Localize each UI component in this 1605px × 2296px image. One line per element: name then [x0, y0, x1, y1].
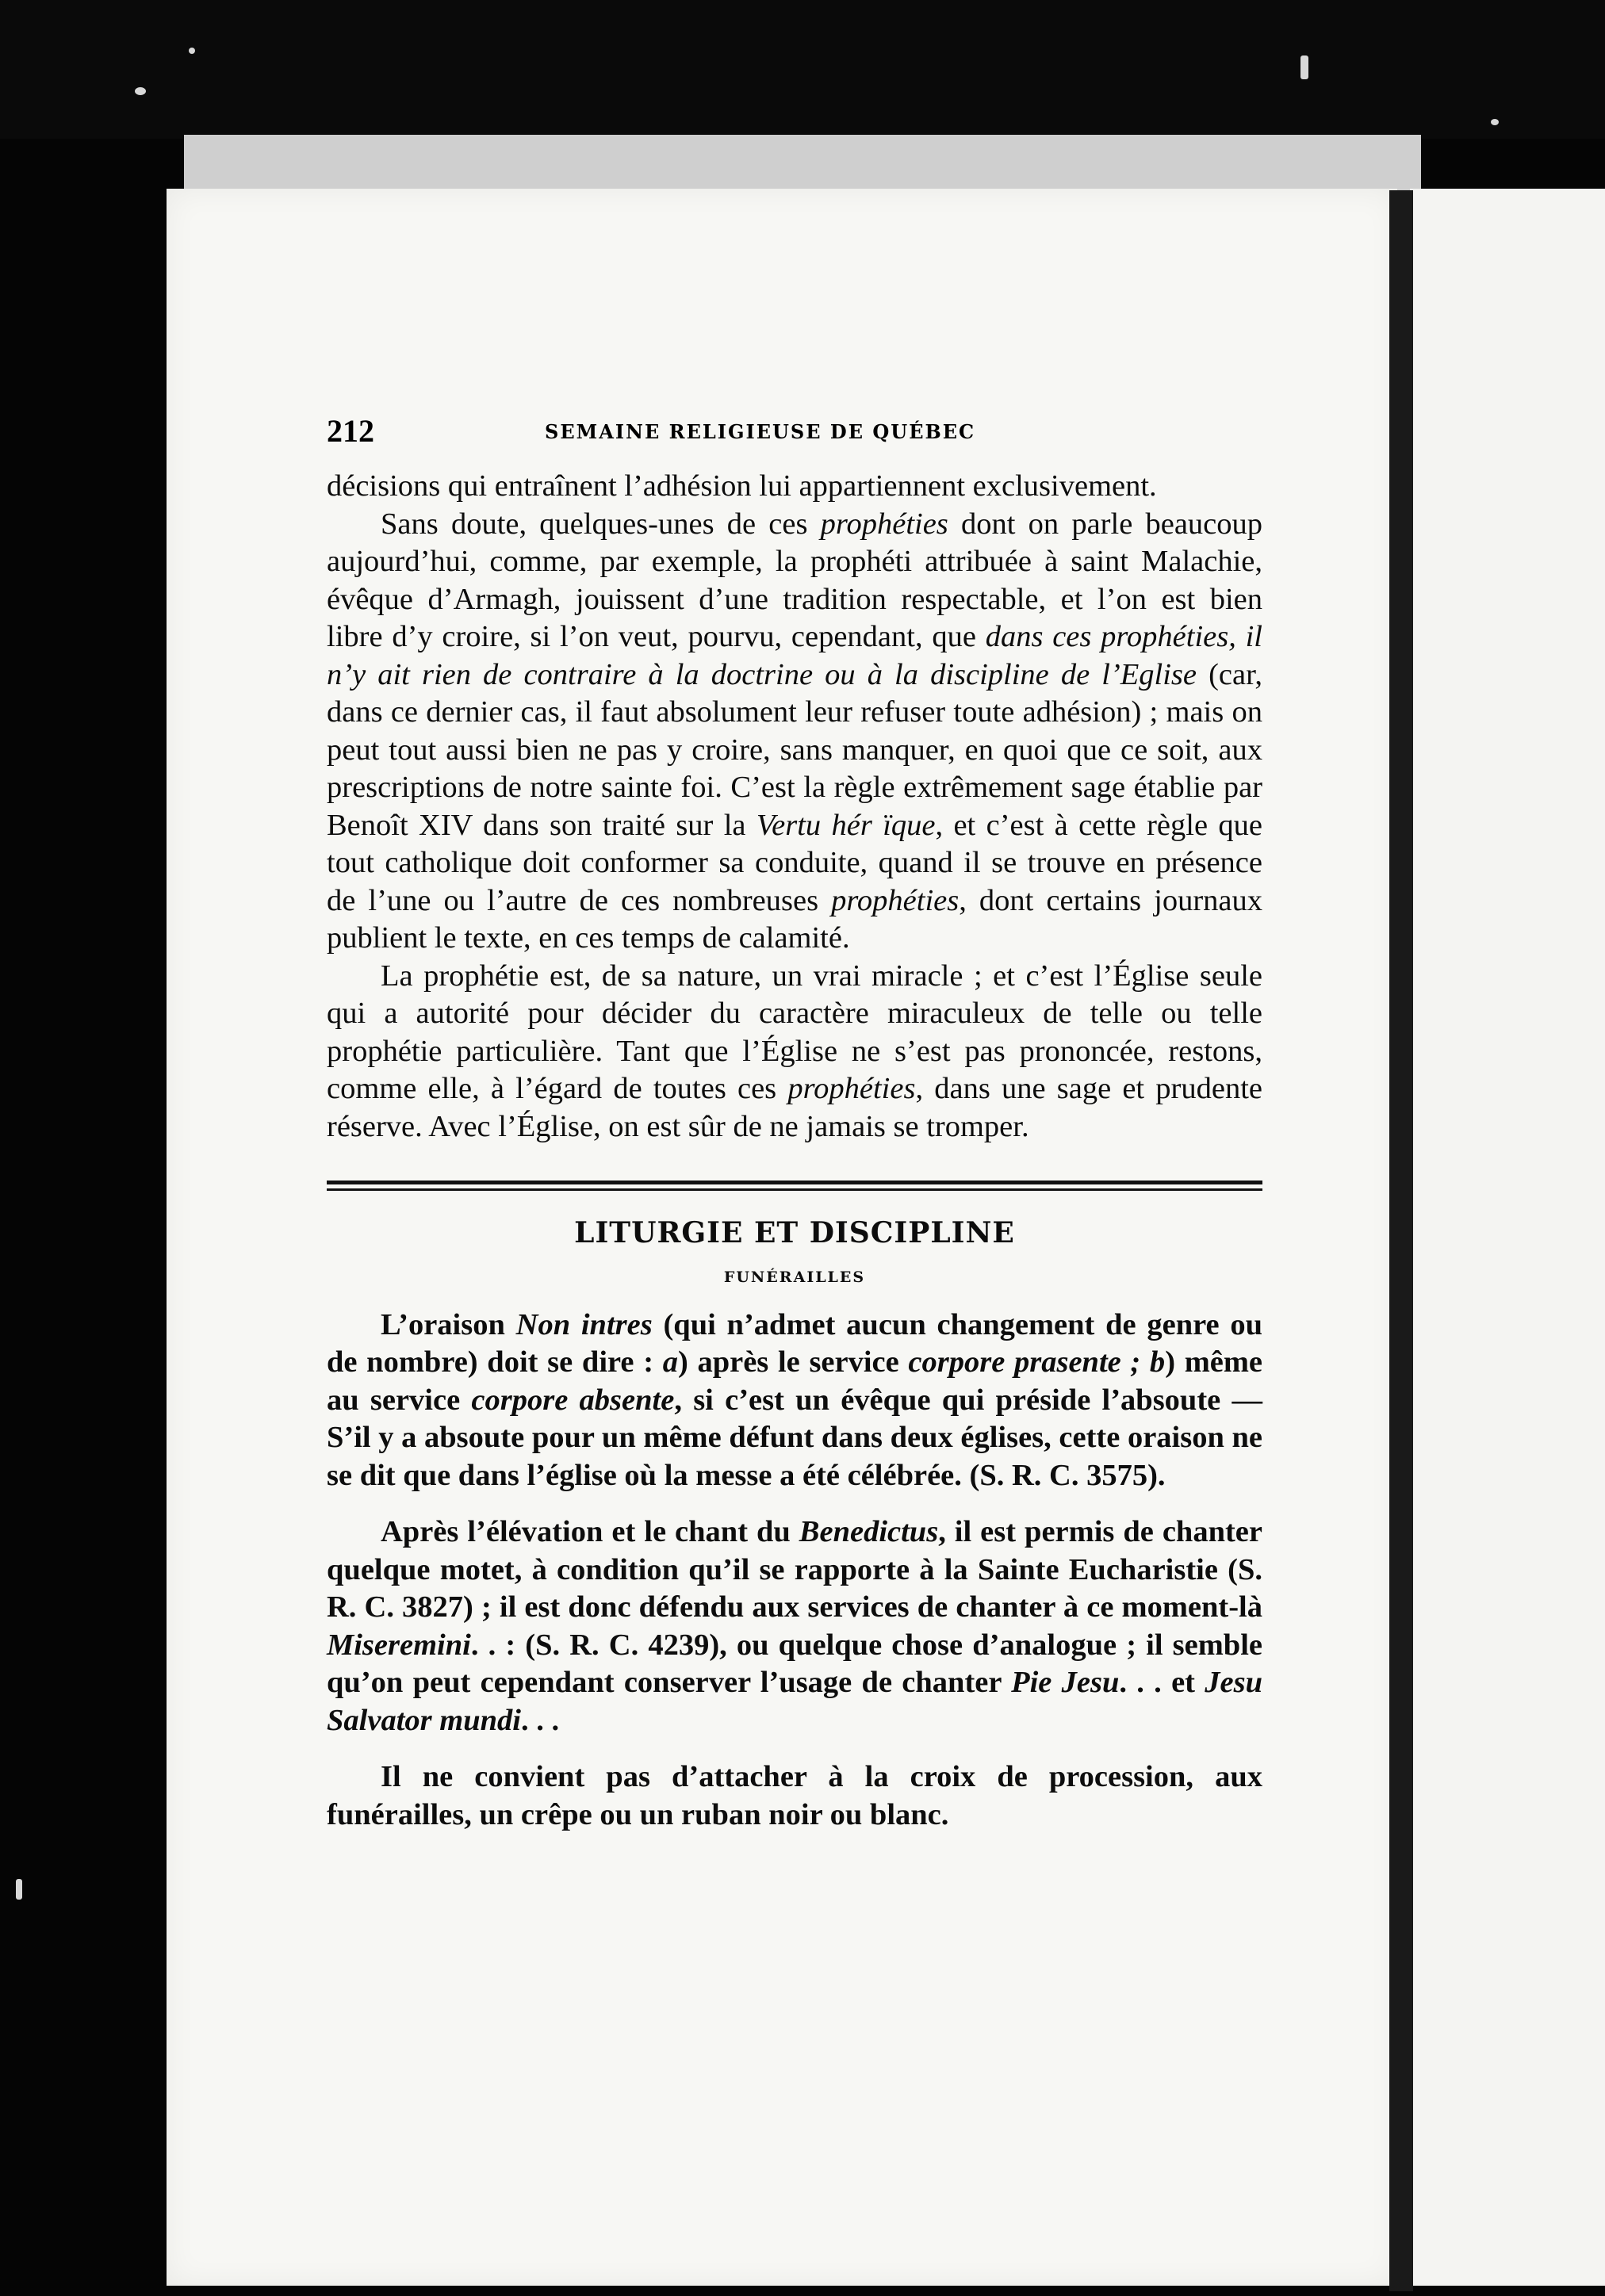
text-run: ) même au service: [327, 1345, 1263, 1417]
italic-text: dans ces prophéties, il n’y ait rien de contraire à la doctrine ou à la discipline de l’Eglise: [327, 620, 1263, 691]
italic-text: Pie Jesu: [1011, 1666, 1120, 1699]
book-spine: [1389, 190, 1413, 2291]
text-run: (qui n’admet aucun changement de genre ou de nombre) doit se dire :: [327, 1307, 1262, 1379]
paragraph-gap: [327, 1494, 1262, 1513]
dust-speck: [1300, 55, 1308, 79]
text-run: décisions qui entraînent l’adhésion lui appartiennent exclusivement.: [327, 469, 1157, 503]
dust-speck: [16, 1879, 22, 1900]
text-run: Il ne convient pas d’attacher à la croix de procession, aux funérailles, un crêpe ou un ruban noir ou blanc.: [327, 1760, 1262, 1831]
dust-speck: [1491, 119, 1499, 125]
text-run: , dont certains journaux publient le texte, en ces temps de calamité.: [327, 883, 1263, 955]
text-run: , et c’est à cette règle que tout catholique doit conformer sa conduite, quand il se trouve en présence de l’une ou l’autre de ces nombreuses: [327, 808, 1262, 917]
text-run: ) après le service: [677, 1345, 909, 1379]
paragraph: [327, 468, 1262, 506]
section-subtitle: FUNÉRAILLES: [723, 1269, 866, 1286]
text-run: (car, dans ce dernier cas, il faut absolument leur refuser toute adhésion) ; mais on peut tout aussi bien ne pas y croire, sans manquer, en quoi que ce soit, aux prescriptions de notre sainte foi. C’est la règle extrêmement sage établie par Benoît XIV dans son traité sur la: [327, 657, 1262, 842]
running-head: [327, 412, 1262, 452]
italic-text: a: [662, 1345, 678, 1379]
text-run: . . : (S. R. C. 4239), ou quelque chose d’analogue ; il semble qu’on peut cependant conserver l’usage de chanter: [327, 1628, 1262, 1699]
journal-title: SEMAINE RELIGIEUSE DE QUÉBEC: [545, 420, 976, 443]
text-run: , il est permis de chanter quelque motet, à condition qu’il se rapporte à la Sainte Eucharistie (S. R. C. 3827) ; il est donc défendu aux services de chanter à ce moment-là: [327, 1515, 1262, 1624]
page-number: 212: [327, 413, 374, 449]
page-body: [327, 468, 1262, 1834]
italic-text: Non intres: [515, 1307, 653, 1341]
text-run: La prophétie est, de sa nature, un vrai miracle ; et c’est l’Église seule qui a autorité pour décider du caractère miraculeux de telle ou telle prophétie particulière. Tant que l’Église ne s’est pas prononcée, restons, comme elle, à l’égard de toutes ces: [327, 959, 1262, 1105]
dust-speck: [135, 87, 146, 95]
italic-text: prophéties: [831, 883, 960, 917]
italic-text: corpore prasente ; b: [908, 1345, 1166, 1379]
liturgy-section: [327, 1307, 1262, 1835]
divider-rule-thin: [327, 1188, 1262, 1191]
text-run: dont on parle beaucoup aujourd’hui, comme, par exemple, la prophéti attribuée à saint Malachie, évêque d’Armagh, jouissent d’une tradition respectable, et l’on est bien libre d’y croire, si l’on veut, pourvu, cependant, que: [327, 507, 1263, 653]
italic-text: Benedictus: [799, 1515, 939, 1548]
italic-text: corpore absente: [471, 1383, 675, 1417]
paragraph-gap: [327, 1739, 1262, 1758]
text-run: , si c’est un évêque qui préside l’absoute — S’il y a absoute pour un même défunt dans deux églises, cette oraison ne se dit que dans l’église où la messe a été célébrée. (S. R. C. 3575).: [327, 1383, 1263, 1492]
section-title: LITURGIE ET DISCIPLINE: [574, 1216, 1015, 1249]
italic-text: prophéties: [820, 507, 948, 541]
text-run: . . . et: [1119, 1666, 1205, 1699]
facing-page-edge: [1410, 189, 1605, 2286]
article-continuation: [327, 468, 1262, 1146]
italic-text: prophéties: [787, 1072, 916, 1105]
paragraph: [327, 958, 1262, 1146]
italic-text: Jesu Salvator mundi: [327, 1666, 1262, 1737]
text-run: L’oraison: [381, 1307, 516, 1341]
dust-speck: [189, 48, 195, 54]
italic-text: Miseremini: [327, 1628, 471, 1662]
film-border-top: [0, 0, 1605, 139]
paragraph: [327, 1758, 1262, 1834]
divider-rule-thick: [327, 1181, 1262, 1184]
text-run: Après l’élévation et le chant du: [381, 1515, 799, 1548]
text-run: Sans doute, quelques-unes de ces: [381, 507, 821, 541]
paragraph: [327, 1307, 1262, 1495]
text-run: , dans une sage et prudente réserve. Avec l’Église, on est sûr de ne jamais se tromper.: [327, 1072, 1263, 1143]
italic-text: Vertu hér ïque: [756, 808, 936, 842]
paragraph: [327, 1513, 1262, 1739]
section-divider: [327, 1181, 1262, 1191]
paragraph: [327, 506, 1262, 958]
text-run: . . .: [520, 1703, 560, 1737]
